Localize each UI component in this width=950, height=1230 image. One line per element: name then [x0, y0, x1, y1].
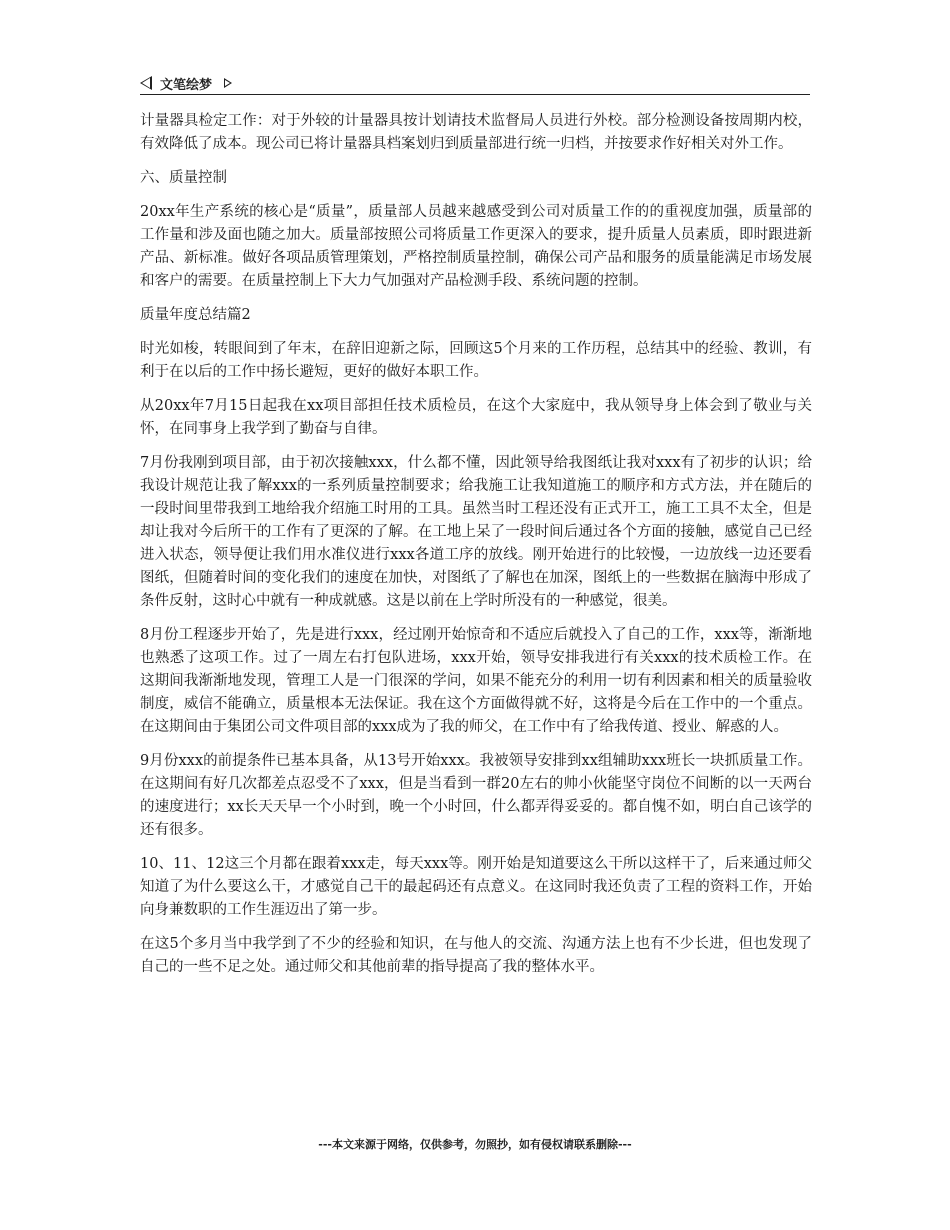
- document-body: [140, 110, 812, 990]
- paragraph-conclusion: 在这5个多月当中我学到了不少的经验和知识，在与他人的交流、沟通方法上也有不少长进，但也发现了自己的一些不足之处。通过师父和其他前辈的指导提高了我的整体水平。: [140, 936, 812, 975]
- paragraph-intro: 时光如梭，转眼间到了年末，在辞旧迎新之际，回顾这5个月来的工作历程，总结其中的经验、教训，有利于在以后的工作中扬长避短，更好的做好本职工作。: [140, 341, 812, 380]
- page-header: [140, 72, 810, 95]
- section-heading-quality-control: 六、质量控制: [140, 170, 227, 186]
- paragraph-september: 9月份xxx的前提条件已基本具备，从13号开始xxx。我被领导安排到xx组辅助xxx班长一块抓质量工作。在这期间有好几次都差点忍受不了xxx，但是当看到一群20左右的帅小伙能坚守岗位不间断的以一天两台的速度进行；xx长天天早一个小时到，晚一个小时回，什么都弄得妥妥的。都自愧不如，明白自己该学的还有很多。: [140, 753, 812, 838]
- paragraph-start-date: 从20xx年7月15日起我在xx项目部担任技术质检员，在这个大家庭中，我从领导身上体会到了敬业与关怀，在同事身上我学到了勤奋与自律。: [140, 398, 812, 437]
- left-triangle-icon: [140, 76, 152, 90]
- paragraph-quality-core: 20xx年生产系统的核心是“质量”，质量部人员越来越感受到公司对质量工作的的重视度加强，质量部的工作量和涉及面也随之加大。质量部按照公司将质量工作更深入的要求，提升质量人员素质，即时跟进新产品、新标准。做好各项品质管理策划，严格控制质量控制，确保公司产品和服务的质量能满足市场发展和客户的需要。在质量控制上下大力气加强对产品检测手段、系统问题的控制。: [140, 204, 812, 289]
- paragraph-oct-dec: 10、11、12这三个月都在跟着xxx走，每天xxx等。刚开始是知道要这么干所以这样干了，后来通过师父知道了为什么要这么干，才感觉自己干的最起码还有点意义。在这同时我还负责了工程的资料工作，开始向身兼数职的工作生涯迈出了第一步。: [140, 856, 812, 918]
- paragraph-metrology: 计量器具检定工作：对于外较的计量器具按计划请技术监督局人员进行外校。部分检测设备按周期内校，有效降低了成本。现公司已将计量器具档案划归到质量部进行统一归档，并按要求作好相关对外工作。: [140, 113, 812, 152]
- section-heading-summary-2: 质量年度总结篇2: [140, 307, 251, 323]
- paragraph-july: 7月份我刚到项目部，由于初次接触xxx，什么都不懂，因此领导给我图纸让我对xxx有了初步的认识；给我设计规范让我了解xxx的一系列质量控制要求；给我施工让我知道施工的顺序和方式方法，并在随后的一段时间里带我到工地给我介绍施工时用的工具。虽然当时工程还没有正式开工，施工工具不太全，但是却让我对今后所干的工作有了更深的了解。在工地上呆了一段时间后通过各个方面的接触，感觉自己已经进入状态，领导便让我们用水准仪进行xxx各道工序的放线。刚开始进行的比较慢，一边放线一边还要看图纸，但随着时间的变化我们的速度在加快，对图纸了了解也在加深，图纸上的一些数据在脑海中形成了条件反射，这时心中就有一种成就感。这是以前在上学时所没有的一种感觉，很美。: [140, 455, 812, 609]
- brand-name: 文笔绘梦: [160, 77, 213, 93]
- right-triangle-icon: [224, 78, 232, 88]
- paragraph-august: 8月份工程逐步开始了，先是进行xxx，经过刚开始惊奇和不适应后就投入了自己的工作，xxx等，渐渐地也熟悉了这项工作。过了一周左右打包队进场，xxx开始，领导安排我进行有关xxx的技术质检工作。在这期间我渐渐地发现，管理工人是一门很深的学问，如果不能充分的利用一切有利因素和相关的质量验收制度，威信不能确立，质量根本无法保证。我在这个方面做得就不好，这将是今后在工作中的一个重点。在这期间由于集团公司文件项目部的xxx成为了我的师父，在工作中有了给我传道、授业、解惑的人。: [140, 627, 812, 735]
- footer-disclaimer: ---本文来源于网络，仅供参考，勿照抄，如有侵权请联系删除---: [318, 1138, 632, 1151]
